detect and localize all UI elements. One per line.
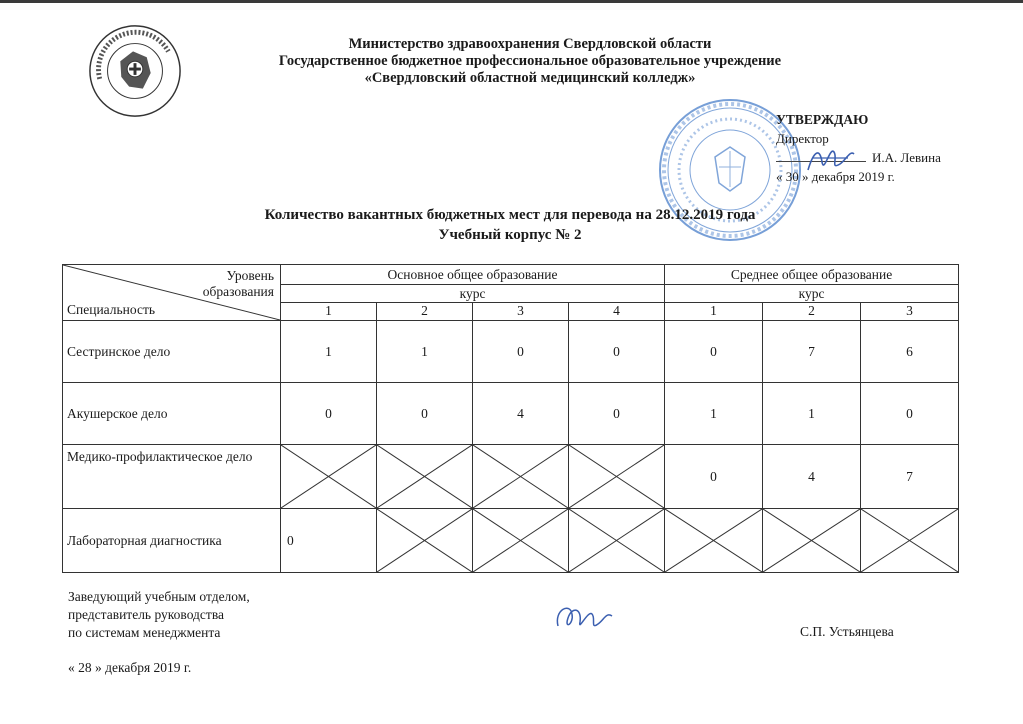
director-signature: [800, 140, 860, 180]
corner-specialty-label: Специальность: [67, 302, 156, 317]
college-logo-seal: [86, 22, 184, 120]
page-top-border: [0, 0, 1023, 3]
signer-signature: [548, 596, 618, 640]
corner-level-label: [203, 268, 274, 300]
value-cell: 0: [665, 321, 763, 383]
corner-level-word-2: образования: [202, 284, 274, 299]
value-cell: 0: [281, 509, 377, 573]
approval-date: « 30 » декабря 2019 г.: [776, 169, 895, 184]
value-cell: 0: [281, 383, 377, 445]
crossed-cell: [473, 445, 569, 509]
document-title: Количество вакантных бюджетных мест для перевода на 28.12.2019 года: [264, 207, 756, 223]
corner-level-word-1: Уровень: [226, 268, 274, 283]
course-number: 3: [473, 302, 569, 320]
cross-mark: [281, 445, 376, 508]
table-row: [63, 509, 959, 573]
table-row: [63, 383, 959, 445]
value-cell: 1: [281, 321, 377, 383]
specialty-name: Медико-профилактическое дело: [63, 445, 281, 509]
footer-line-1: Заведующий учебным отделом,: [68, 589, 250, 604]
course-label-secondary: курс: [665, 285, 959, 302]
specialty-name: Сестринское дело: [63, 321, 281, 383]
table-row: [63, 445, 959, 509]
crossed-cell: [763, 509, 861, 573]
value-cell: 7: [763, 321, 861, 383]
header-college-name: «Свердловский областной медицинский колледж»: [364, 70, 696, 86]
document-subtitle: Учебный корпус № 2: [438, 227, 582, 243]
footer-signer-name: С.П. Устьянцева: [800, 624, 894, 639]
footer-signer-position: [68, 588, 250, 642]
cross-mark: [569, 509, 664, 572]
course-label-basic: курс: [281, 285, 665, 302]
value-cell: 0: [665, 445, 763, 509]
course-number: 1: [665, 302, 763, 320]
footer-line-3: по системам менеджмента: [68, 625, 221, 640]
course-number: 2: [763, 302, 861, 320]
value-cell: 1: [763, 383, 861, 445]
value-cell: 0: [473, 321, 569, 383]
document-title-block: [140, 205, 880, 245]
crossed-cell: [569, 509, 665, 573]
header-institution-type: Государственное бюджетное профессиональное образовательное учреждение: [278, 53, 782, 69]
crossed-cell: [377, 445, 473, 509]
organization-header: [200, 36, 860, 87]
value-cell: 0: [569, 383, 665, 445]
footer-line-2: представитель руководства: [68, 607, 225, 622]
cross-mark: [473, 445, 568, 508]
crossed-cell: [861, 509, 959, 573]
table-row: [63, 321, 959, 383]
crossed-cell: [569, 445, 665, 509]
group-header-secondary: Среднее общее образование: [665, 265, 959, 285]
approval-position: Директор: [776, 131, 829, 146]
specialty-name: Лабораторная диагностика: [63, 509, 281, 573]
cross-mark: [861, 509, 958, 572]
crossed-cell: [665, 509, 763, 573]
approval-title: УТВЕРЖДАЮ: [776, 112, 869, 127]
value-cell: 4: [763, 445, 861, 509]
crossed-cell: [473, 509, 569, 573]
course-number: 1: [281, 302, 377, 320]
course-number: 3: [861, 302, 959, 320]
table-corner-header: [63, 265, 281, 321]
course-number: 4: [569, 302, 665, 320]
value-cell: 1: [377, 321, 473, 383]
vacancies-table: [62, 264, 959, 573]
header-ministry: Министерство здравоохранения Свердловской области: [348, 36, 712, 52]
value-cell: 0: [861, 383, 959, 445]
course-number: 2: [377, 302, 473, 320]
cross-mark: [377, 509, 472, 572]
cross-mark: [665, 509, 762, 572]
crossed-cell: [281, 445, 377, 509]
group-header-basic: Основное общее образование: [281, 265, 665, 285]
cross-mark: [377, 445, 472, 508]
cross-mark: [473, 509, 568, 572]
crossed-cell: [377, 509, 473, 573]
approval-director-name: И.А. Левина: [872, 150, 941, 165]
cross-mark: [569, 445, 664, 508]
cross-mark: [763, 509, 860, 572]
value-cell: 0: [569, 321, 665, 383]
footer-date: « 28 » декабря 2019 г.: [68, 660, 192, 675]
value-cell: 0: [377, 383, 473, 445]
value-cell: 7: [861, 445, 959, 509]
value-cell: 1: [665, 383, 763, 445]
value-cell: 6: [861, 321, 959, 383]
value-cell: 4: [473, 383, 569, 445]
specialty-name: Акушерское дело: [63, 383, 281, 445]
